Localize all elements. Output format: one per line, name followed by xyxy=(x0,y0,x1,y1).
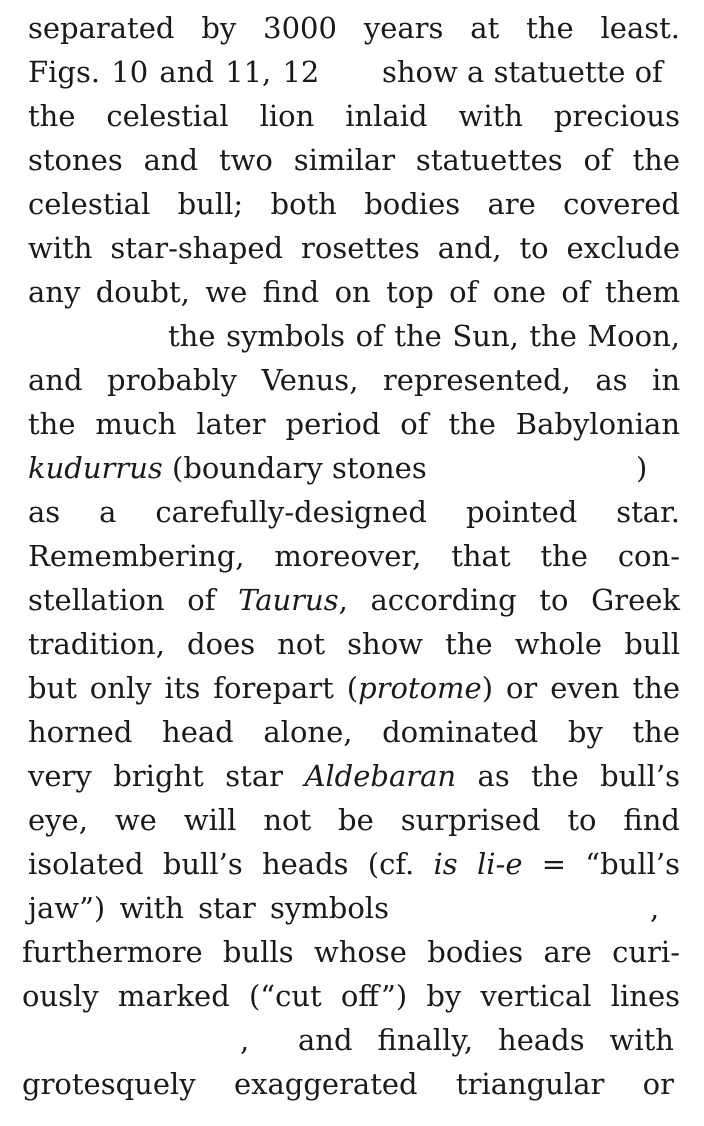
text-line-24-end: and finally, heads with xyxy=(298,1023,674,1057)
italic-term-taurus: Taurus xyxy=(238,583,339,617)
text-line-20-a: isolated bull’s heads (cf. xyxy=(28,847,434,881)
text-line-20-b: = “bull’s xyxy=(522,847,681,881)
text-line-6: with star-shaped rosettes and, to exclude xyxy=(28,231,680,265)
text-line-16 xyxy=(28,670,680,706)
text-line-2-start: Figs. 10 and 11, 12 xyxy=(28,55,320,89)
text-line-24-comma: , xyxy=(240,1023,250,1057)
italic-term-li-e: li-e xyxy=(476,847,523,881)
text-line-11-start xyxy=(28,450,427,486)
text-line-16-b: ) or even the xyxy=(481,671,680,705)
text-line-18 xyxy=(28,758,680,794)
text-line-16-a: but only its forepart ( xyxy=(28,671,359,705)
text-line-5: celestial bull; both bodies are covered xyxy=(28,187,680,221)
text-line-18-a: very bright star xyxy=(28,759,305,793)
text-line-1: separated by 3000 years at the least. xyxy=(28,11,680,45)
text-line-21-comma: , xyxy=(650,891,660,925)
text-line-11-paren: ) xyxy=(636,451,648,485)
text-line-23: ously marked (“cut off”) by vertical lines xyxy=(22,979,680,1013)
text-line-19: eye, we will not be surprised to find xyxy=(28,803,680,837)
text-line-20-space xyxy=(458,847,477,881)
text-line-4: stones and two similar statuettes of the xyxy=(28,143,680,177)
text-line-14-b: , according to Greek xyxy=(338,583,680,617)
text-line-7: any doubt, we find on top of one of them xyxy=(28,275,680,309)
text-line-14 xyxy=(28,582,680,618)
text-line-8: the symbols of the Sun, the Moon, xyxy=(168,319,680,353)
text-line-9: and probably Venus, represented, as in xyxy=(28,363,680,397)
text-line-25: grotesquely exaggerated triangular or xyxy=(22,1067,674,1101)
italic-term-kudurrus: kudurrus xyxy=(28,451,163,485)
text-line-10: the much later period of the Babylonian xyxy=(28,407,680,441)
text-line-2-end: show a statuette of xyxy=(382,55,663,89)
text-line-3: the celestial lion inlaid with precious xyxy=(28,99,680,133)
text-line-20 xyxy=(28,846,680,882)
text-line-21-start: jaw”) with star symbols xyxy=(28,891,389,925)
text-line-22: furthermore bulls whose bodies are curi- xyxy=(22,935,680,969)
italic-term-aldebaran: Aldebaran xyxy=(304,759,457,793)
italic-term-is: is xyxy=(433,847,458,881)
text-line-18-b: as the bull’s xyxy=(456,759,680,793)
text-line-12: as a carefully-designed pointed star. xyxy=(28,495,680,529)
italic-term-protome: protome xyxy=(358,671,482,705)
text-line-15: tradition, does not show the whole bull xyxy=(28,627,680,661)
text-line-11-rest: (boundary stones xyxy=(162,451,427,485)
text-line-14-a: stellation of xyxy=(28,583,239,617)
text-line-13: Remembering, moreover, that the con- xyxy=(28,539,680,573)
text-line-17: horned head alone, dominated by the xyxy=(28,715,680,749)
